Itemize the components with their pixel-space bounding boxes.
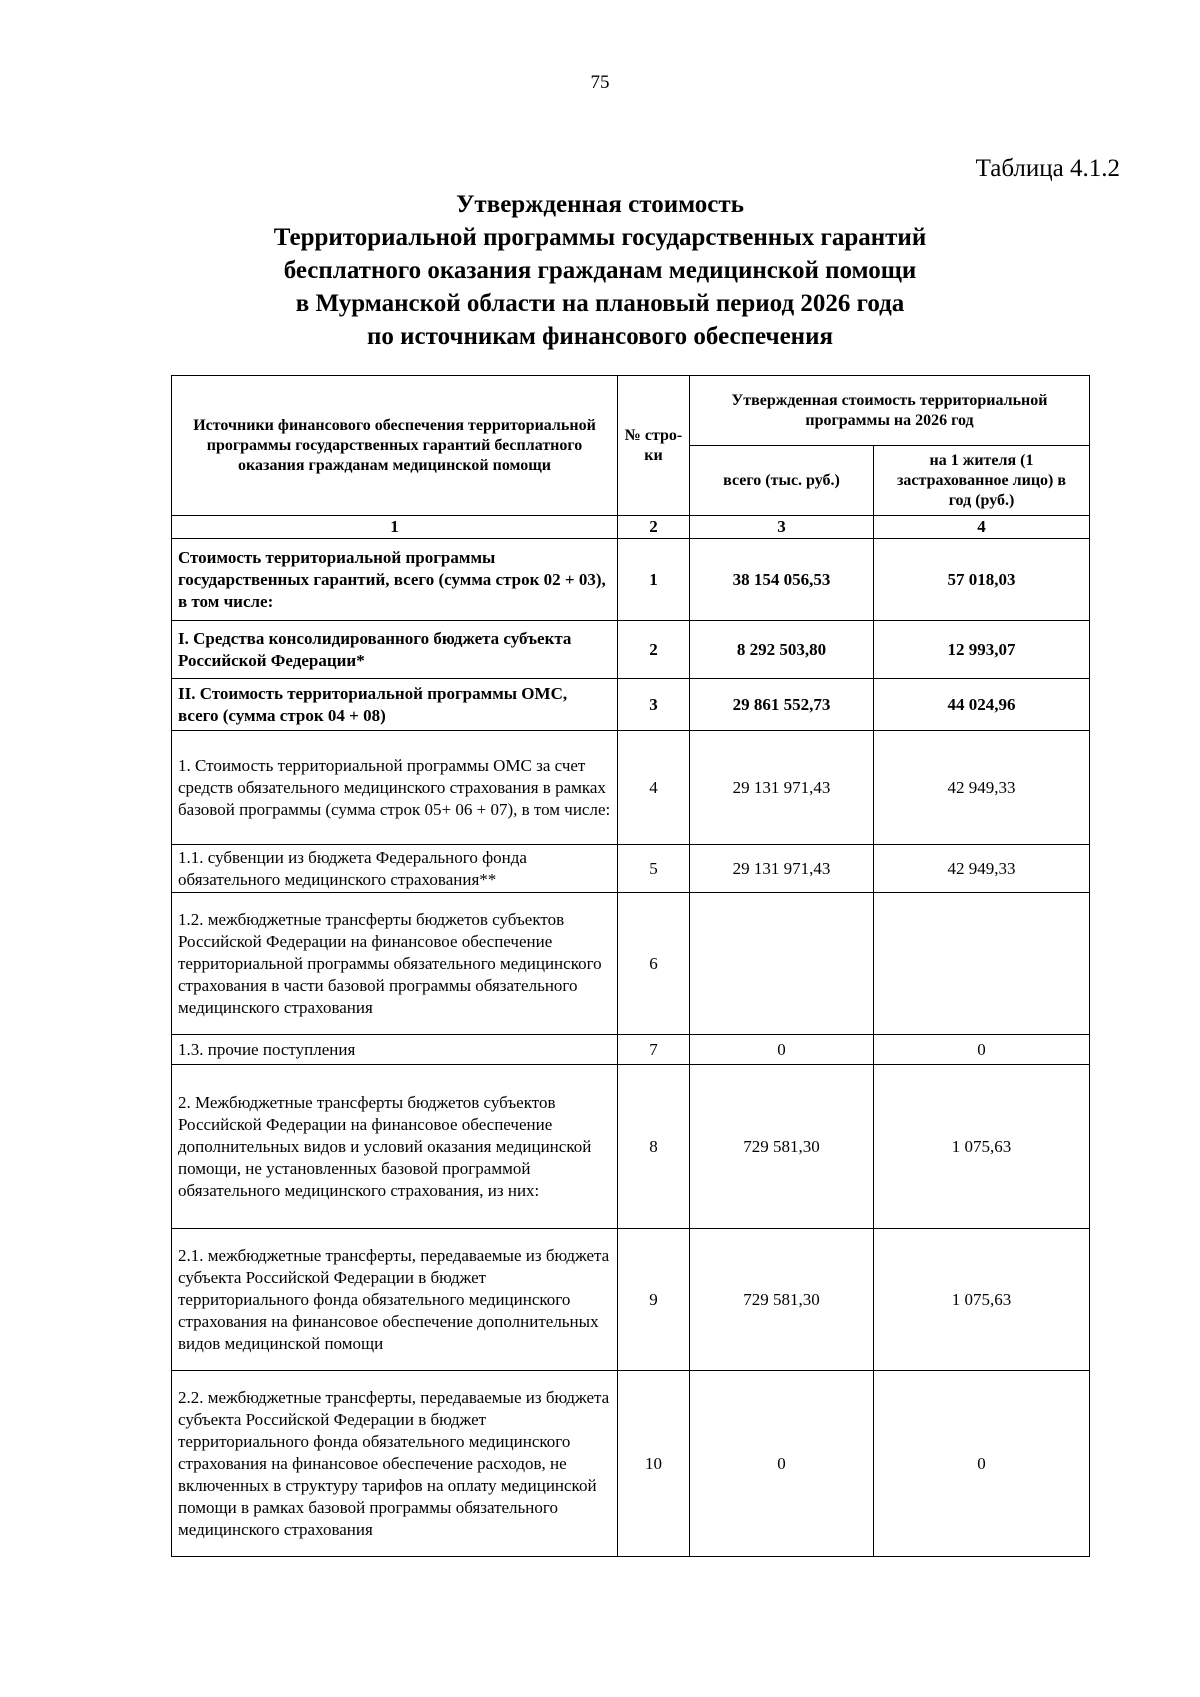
table-row bbox=[172, 893, 1090, 1035]
page-number: 75 bbox=[590, 72, 610, 93]
cost-table bbox=[171, 375, 1090, 1557]
row-per-capita: 0 bbox=[874, 1035, 1090, 1065]
row-per-capita: 44 024,96 bbox=[874, 679, 1090, 731]
row-name: 1.3. прочие поступления bbox=[172, 1035, 618, 1065]
row-per-capita: 1 075,63 bbox=[874, 1229, 1090, 1371]
row-name: 1.1. субвенции из бюджета Федерального фонда обязательного медицинского страхования** bbox=[172, 845, 618, 893]
row-name: II. Стоимость территориальной программы ОМС, всего (сумма строк 04 + 08) bbox=[172, 679, 618, 731]
document-title bbox=[0, 188, 1200, 353]
row-number: 10 bbox=[618, 1371, 690, 1557]
table-row bbox=[172, 1371, 1090, 1557]
row-name: Стоимость территориальной программы государственных гарантий, всего (сумма строк 02 + 03), в том числе: bbox=[172, 539, 618, 621]
row-name: 1.2. межбюджетные трансферты бюджетов субъектов Российской Федерации на финансовое обеспечение территориальной программы обязательного медицинского страхования в части базовой программы обязательного медицинского страхования bbox=[172, 893, 618, 1035]
row-per-capita: 12 993,07 bbox=[874, 621, 1090, 679]
row-per-capita: 57 018,03 bbox=[874, 539, 1090, 621]
row-name: 2. Межбюджетные трансферты бюджетов субъектов Российской Федерации на финансовое обеспечение дополнительных видов и условий оказания медицинской помощи, не установленных базовой программой обязательного медицинского страхования, из них: bbox=[172, 1065, 618, 1229]
header-source: Источники финансового обеспечения территориальной программы государственных гарантий бесплатного оказания гражданам медицинской помощи bbox=[172, 376, 618, 516]
row-per-capita: 1 075,63 bbox=[874, 1065, 1090, 1229]
row-number: 9 bbox=[618, 1229, 690, 1371]
row-total: 29 131 971,43 bbox=[690, 845, 874, 893]
row-number: 8 bbox=[618, 1065, 690, 1229]
column-index: 1 bbox=[172, 516, 618, 539]
row-name: I. Средства консолидированного бюджета субъекта Российской Федерации* bbox=[172, 621, 618, 679]
column-index: 4 bbox=[874, 516, 1090, 539]
table-body bbox=[172, 516, 1090, 1557]
table-row bbox=[172, 731, 1090, 845]
row-total: 38 154 056,53 bbox=[690, 539, 874, 621]
row-total: 29 131 971,43 bbox=[690, 731, 874, 845]
header-per-capita: на 1 жителя (1 застрахованное лицо) в год (руб.) bbox=[874, 446, 1090, 516]
table-row bbox=[172, 539, 1090, 621]
title-line: Территориальной программы государственных гарантий bbox=[273, 224, 927, 251]
row-number: 4 bbox=[618, 731, 690, 845]
row-total: 8 292 503,80 bbox=[690, 621, 874, 679]
title-line: Утвержденная стоимость bbox=[456, 191, 744, 218]
header-row-number: № стро-ки bbox=[618, 376, 690, 516]
table-row bbox=[172, 1065, 1090, 1229]
row-per-capita: 42 949,33 bbox=[874, 845, 1090, 893]
table-row bbox=[172, 1229, 1090, 1371]
row-name: 1. Стоимость территориальной программы ОМС за счет средств обязательного медицинского страхования в рамках базовой программы (сумма строк 05+ 06 + 07), в том числе: bbox=[172, 731, 618, 845]
row-total: 29 861 552,73 bbox=[690, 679, 874, 731]
header-total: всего (тыс. руб.) bbox=[690, 446, 874, 516]
table-row bbox=[172, 845, 1090, 893]
column-index: 2 bbox=[618, 516, 690, 539]
title-line: бесплатного оказания гражданам медицинской помощи bbox=[283, 257, 917, 284]
row-total: 729 581,30 bbox=[690, 1065, 874, 1229]
title-line: по источникам финансового обеспечения bbox=[366, 323, 834, 350]
row-number: 1 bbox=[618, 539, 690, 621]
column-index-row bbox=[172, 516, 1090, 539]
row-name: 2.1. межбюджетные трансферты, передаваемые из бюджета субъекта Российской Федерации в бюджет территориального фонда обязательного медицинского страхования на финансовое обеспечение дополнительных видов медицинской помощи bbox=[172, 1229, 618, 1371]
table-row bbox=[172, 679, 1090, 731]
table-row bbox=[172, 1035, 1090, 1065]
row-total bbox=[690, 893, 874, 1035]
row-number: 3 bbox=[618, 679, 690, 731]
row-per-capita: 42 949,33 bbox=[874, 731, 1090, 845]
table-row bbox=[172, 621, 1090, 679]
row-number: 6 bbox=[618, 893, 690, 1035]
table-label: Таблица 4.1.2 bbox=[975, 155, 1120, 182]
row-total: 0 bbox=[690, 1035, 874, 1065]
header-approved-cost: Утвержденная стоимость территориальной программы на 2026 год bbox=[690, 376, 1090, 446]
title-line: в Мурманской области на плановый период 2026 года bbox=[295, 290, 905, 317]
row-total: 0 bbox=[690, 1371, 874, 1557]
row-total: 729 581,30 bbox=[690, 1229, 874, 1371]
row-number: 5 bbox=[618, 845, 690, 893]
column-index: 3 bbox=[690, 516, 874, 539]
row-number: 2 bbox=[618, 621, 690, 679]
row-per-capita bbox=[874, 893, 1090, 1035]
row-number: 7 bbox=[618, 1035, 690, 1065]
row-name: 2.2. межбюджетные трансферты, передаваемые из бюджета субъекта Российской Федерации в бюджет территориального фонда обязательного медицинского страхования на финансовое обеспечение расходов, не включенных в структуру тарифов на оплату медицинской помощи в рамках базовой программы обязательного медицинского страхования bbox=[172, 1371, 618, 1557]
row-per-capita: 0 bbox=[874, 1371, 1090, 1557]
